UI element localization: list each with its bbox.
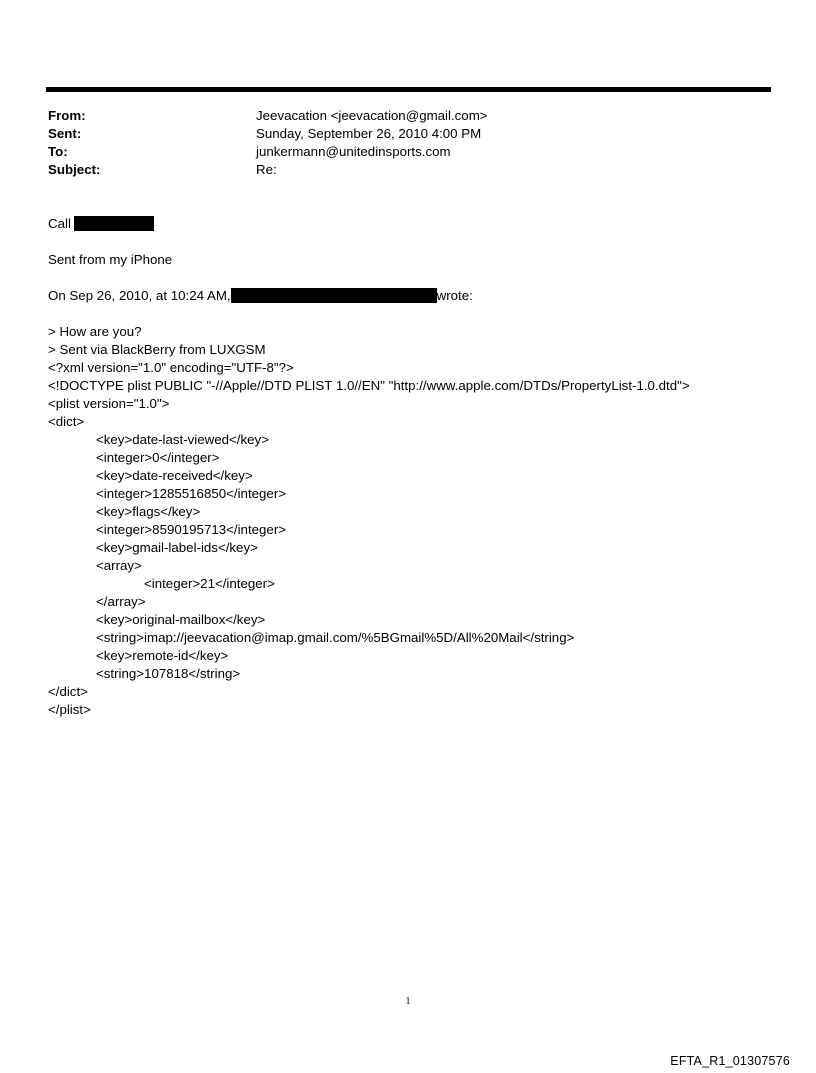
subject-value: Re: [256,162,277,177]
sent-row [48,125,648,143]
from-label: From: [48,108,86,123]
quote-intro-prefix: On Sep 26, 2010, at 10:24 AM, [48,288,231,303]
to-value: junkermann@unitedinsports.com [256,144,451,159]
from-value: Jeevacation <jeevacation@gmail.com> [256,108,488,123]
xml-line: </dict> [48,684,88,699]
xml-line: <dict> [48,414,85,429]
sent-label: Sent: [48,126,82,141]
sent-value: Sunday, September 26, 2010 4:00 PM [256,126,482,141]
call-text: Call [48,216,71,231]
xml-line: <string>imap://jeevacation@imap.gmail.com/%5BGmail%5D/All%20Mail</string> [96,630,575,645]
email-body [48,215,768,719]
xml-line: <key>remote-id</key> [96,648,229,663]
xml-line: <integer>21</integer> [144,576,275,591]
xml-line: <key>flags</key> [96,504,201,519]
quote-intro-suffix: wrote: [436,288,473,303]
call-line [48,215,768,233]
quoted-line: > How are you? [48,324,142,339]
signature-line: Sent from my iPhone [48,252,173,267]
document-id: EFTA_R1_01307576 [670,1054,790,1068]
redaction-box [231,288,437,303]
to-label: To: [48,144,68,159]
quoted-line: > Sent via BlackBerry from LUXGSM [48,342,266,357]
xml-line: <plist version="1.0"> [48,396,170,411]
xml-line: <key>gmail-label-ids</key> [96,540,258,555]
xml-line: <string>107818</string> [96,666,241,681]
email-header [48,107,648,179]
xml-line: <integer>8590195713</integer> [96,522,287,537]
xml-line: </array> [96,594,146,609]
header-divider [46,87,771,92]
quote-intro-line [48,287,768,305]
xml-line: <key>original-mailbox</key> [96,612,266,627]
xml-line: <?xml version="1.0" encoding="UTF-8"?> [48,360,294,375]
xml-line: <integer>0</integer> [96,450,220,465]
xml-line: <array> [96,558,142,573]
xml-line: </plist> [48,702,91,717]
xml-line: <key>date-received</key> [96,468,253,483]
to-row [48,143,648,161]
page-number: 1 [405,996,411,1007]
subject-row [48,161,648,179]
xml-line: <key>date-last-viewed</key> [96,432,269,447]
redaction-box [74,216,154,231]
xml-line: <!DOCTYPE plist PUBLIC "-//Apple//DTD PLIST 1.0//EN" "http://www.apple.com/DTDs/PropertyList-1.0.dtd"> [48,378,690,393]
subject-label: Subject: [48,162,101,177]
xml-line: <integer>1285516850</integer> [96,486,287,501]
from-row [48,107,648,125]
